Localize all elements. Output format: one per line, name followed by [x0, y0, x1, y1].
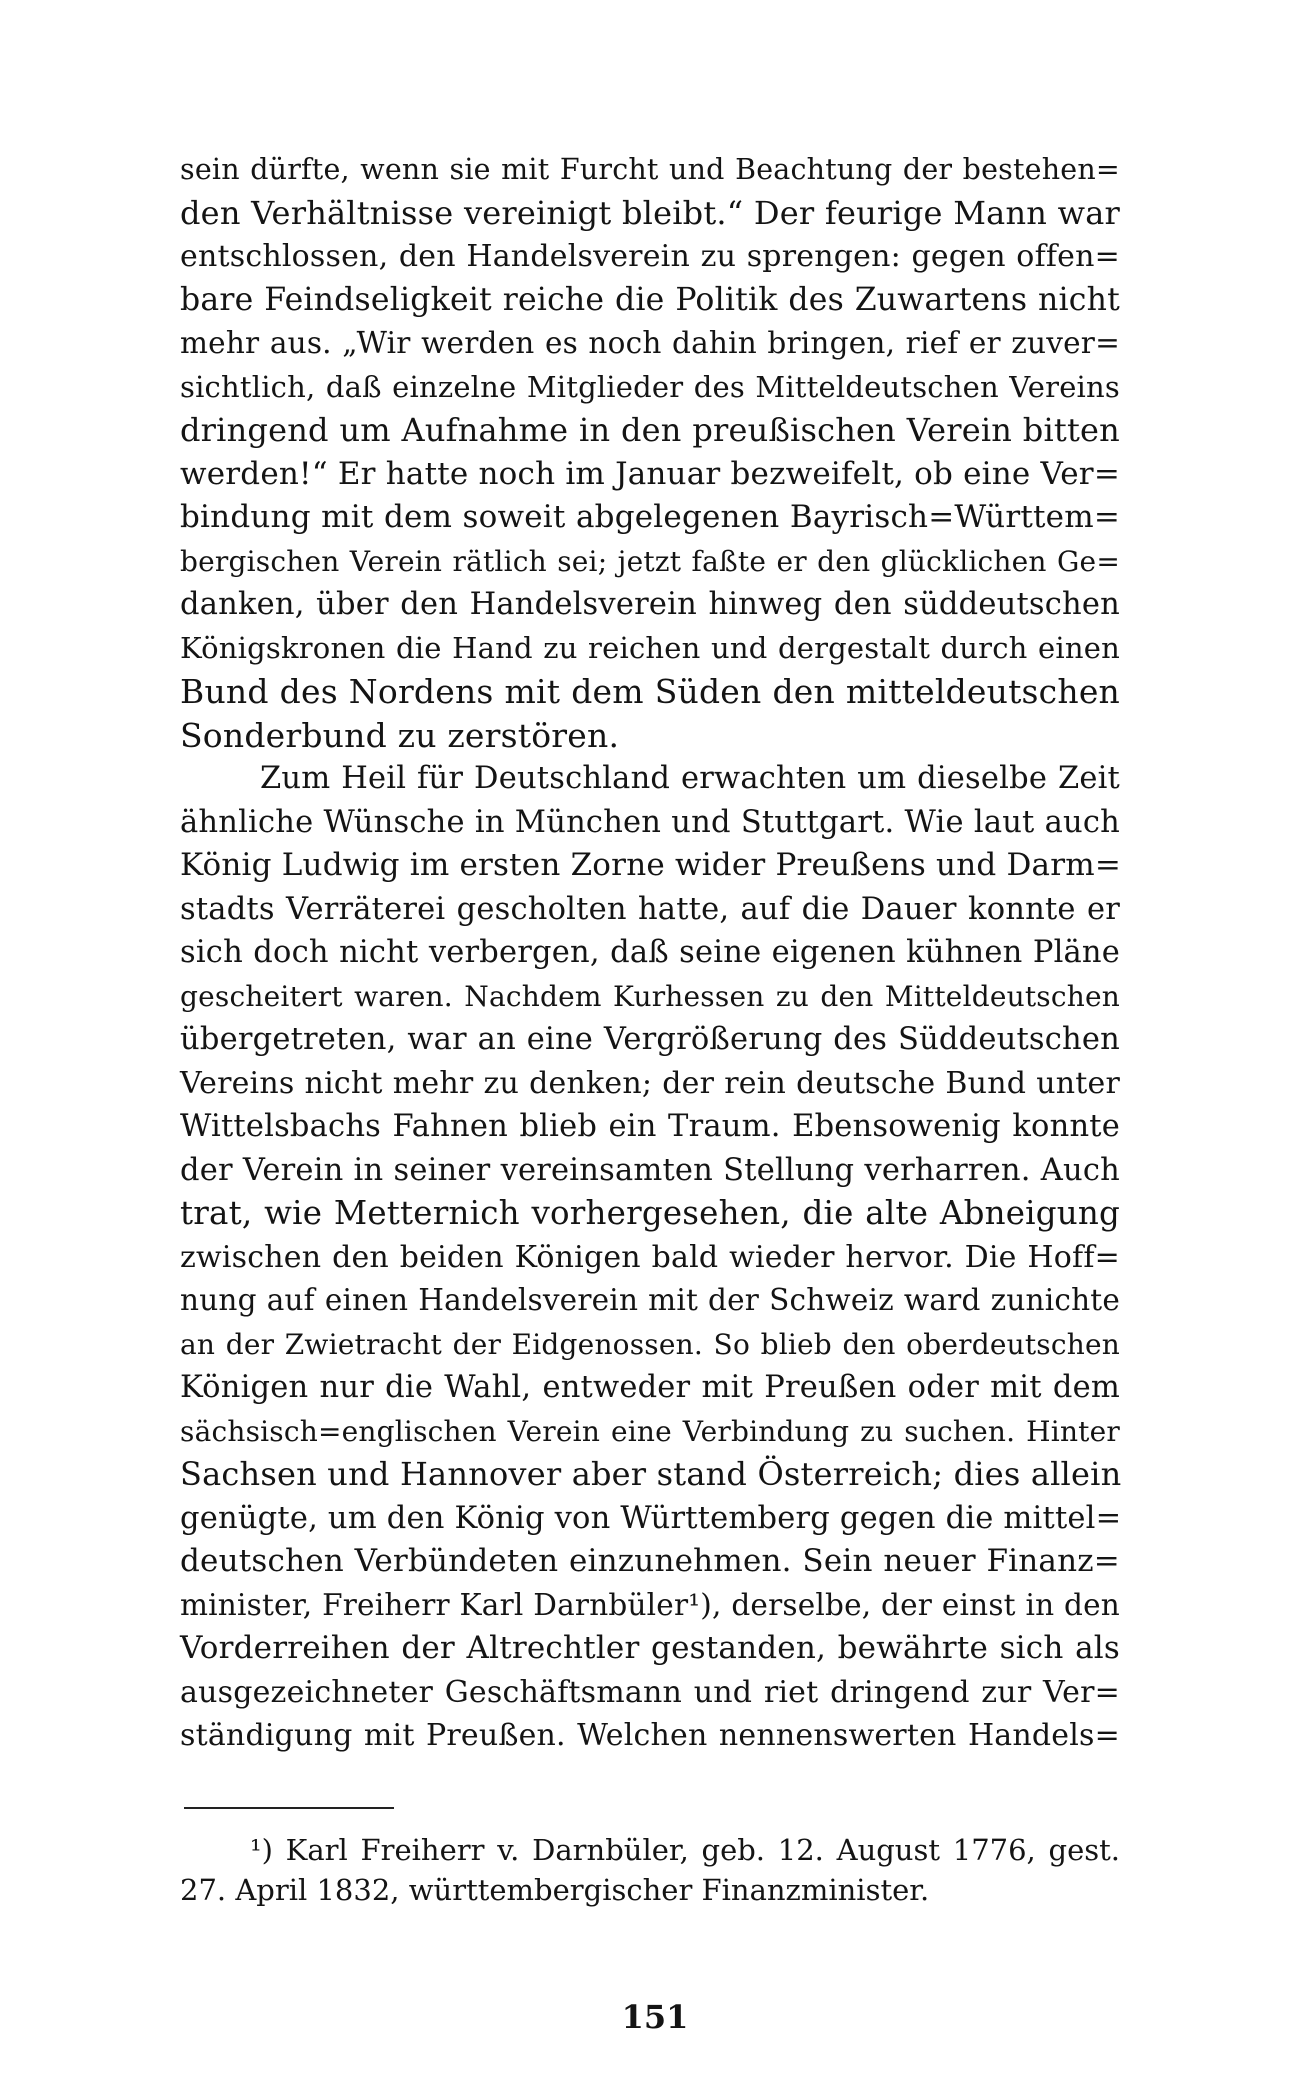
text-line: stadts Verräterei gescholten hatte, auf die Dauer konnte er — [180, 891, 1120, 927]
text-line: Vereins nicht mehr zu denken; der rein deutsche Bund unter — [180, 1065, 1120, 1101]
text-line: danken, über den Handelsverein hinweg den süddeutschen — [180, 587, 1120, 622]
text-line: bergischen Verein rätlich sei; jetzt faßte er den glücklichen Ge= — [180, 544, 1120, 578]
text-line: minister, Freiherr Karl Darnbüler¹), derselbe, der einst in den — [180, 1587, 1120, 1622]
text-line: mehr aus. „Wir werden es noch dahin bringen, rief er zuver= — [180, 326, 1120, 360]
text-line: Königskronen die Hand zu reichen und dergestalt durch einen — [180, 630, 1120, 665]
text-line: Zum Heil für Deutschland erwachten um dieselbe Zeit — [260, 761, 1120, 796]
text-line: sächsisch=englischen Verein eine Verbindung zu suchen. Hinter — [180, 1414, 1120, 1448]
text-line: werden!“ Er hatte noch im Januar bezweifelt, ob eine Ver= — [180, 455, 1120, 492]
text-line: ständigung mit Preußen. Welchen nennenswerten Handels= — [180, 1718, 1120, 1753]
text-line: dringend um Aufnahme in den preußischen Verein bitten — [180, 411, 1120, 449]
text-line: Wittelsbachs Fahnen blieb ein Traum. Ebensowenig konnte — [180, 1109, 1120, 1144]
footnote-divider — [184, 1807, 394, 1809]
text-line: entschlossen, den Handelsverein zu sprengen: gegen offen= — [180, 239, 1120, 274]
main-text — [180, 148, 1120, 1758]
text-line: nung auf einen Handelsverein mit der Schweiz ward zunichte — [180, 1283, 1120, 1317]
text-line: bare Feindseligkeit reiche die Politik des Zuwartens nicht — [180, 281, 1120, 318]
text-line: Sachsen und Hannover aber stand Österreich; dies allein — [180, 1455, 1122, 1493]
text-line: trat, wie Metternich vorhergesehen, die alte Abneigung — [180, 1194, 1120, 1232]
footnote-line: 27. April 1832, württembergischer Finanzminister. — [180, 1873, 930, 1907]
text-line: übergetreten, war an eine Vergrößerung des Süddeutschen — [180, 1022, 1120, 1057]
text-line: an der Zwietracht der Eidgenossen. So blieb den oberdeutschen — [180, 1327, 1120, 1361]
footnote-line: ¹) Karl Freiherr v. Darnbüler, geb. 12. August 1776, gest. — [250, 1833, 1120, 1867]
text-line: sich doch nicht verbergen, daß seine eigenen kühnen Pläne — [180, 935, 1120, 970]
text-line: gescheitert waren. Nachdem Kurhessen zu den Mitteldeutschen — [180, 979, 1120, 1013]
text-line: zwischen den beiden Königen bald wieder hervor. Die Hoff= — [180, 1239, 1120, 1275]
text-line: sichtlich, daß einzelne Mitglieder des Mitteldeutschen Vereins — [180, 369, 1120, 404]
paragraph-1 — [180, 148, 1120, 757]
text-line: der Verein in seiner vereinsamten Stellung verharren. Auch — [180, 1152, 1120, 1188]
text-line: ähnliche Wünsche in München und Stuttgart. Wie laut auch — [180, 804, 1120, 840]
paragraph-2 — [180, 757, 1120, 1758]
text-line: König Ludwig im ersten Zorne wider Preußens und Darm= — [180, 847, 1121, 883]
text-line: sein dürfte, wenn sie mit Furcht und Beachtung der bestehen= — [180, 153, 1120, 186]
page-number: 151 — [621, 1998, 689, 2036]
text-line: bindung mit dem soweit abgelegenen Bayrisch=Württem= — [180, 499, 1120, 535]
text-line: ausgezeichneter Geschäftsmann und riet dringend zur Ver= — [180, 1674, 1120, 1710]
text-line: genügte, um den König von Württemberg gegen die mittel= — [180, 1500, 1122, 1536]
text-line: Vorderreihen der Altrechtler gestanden, bewährte sich als — [180, 1630, 1120, 1666]
text-line: Sonderbund zu zerstören. — [180, 715, 620, 755]
text-line: Bund des Nordens mit dem Süden den mitteldeutschen — [180, 672, 1120, 711]
text-line: den Verhältnisse vereinigt bleibt.“ Der feurige Mann war — [180, 193, 1120, 232]
footnotes — [180, 1830, 1120, 1910]
text-line: Königen nur die Wahl, entweder mit Preußen oder mit dem — [180, 1370, 1120, 1405]
text-line: deutschen Verbündeten einzunehmen. Sein neuer Finanz= — [180, 1543, 1120, 1579]
